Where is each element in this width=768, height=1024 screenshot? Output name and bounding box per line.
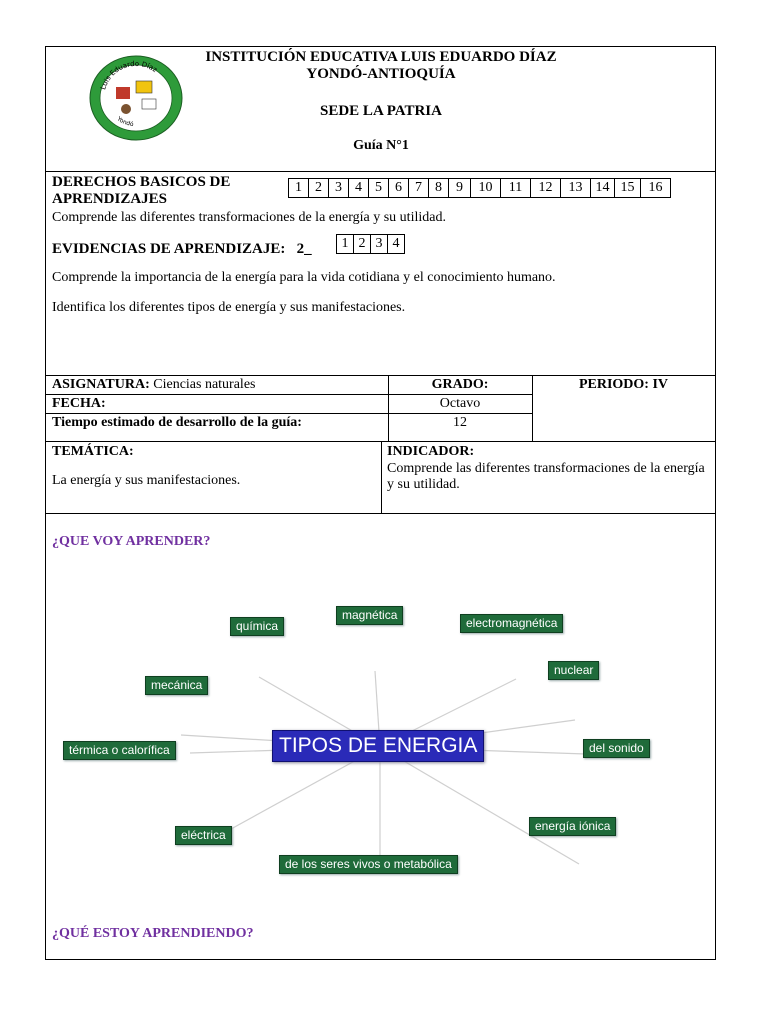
institution-location: YONDÓ-ANTIOQUÍA: [306, 66, 456, 82]
mindmap-node-ionica: energía iónica: [529, 817, 616, 836]
fecha-label: FECHA:: [52, 396, 106, 411]
evidencia-item-1: Comprende la importancia de la energía para la vida cotidiana y el conocimiento humano.: [52, 270, 556, 285]
dba-number-cell: 4: [349, 179, 369, 197]
mindmap-node-magnetica: magnética: [336, 606, 403, 625]
evidencia-item-2: Identifica los diferentes tipos de energía y sus manifestaciones.: [52, 300, 406, 315]
divider: [46, 375, 715, 376]
mindmap-center: TIPOS DE ENERGIA: [272, 730, 484, 762]
dba-number-cell: 7: [409, 179, 429, 197]
tiempo-label: Tiempo estimado de desarrollo de la guía:: [52, 415, 302, 430]
asignatura-row: [52, 377, 256, 393]
asignatura-value: Ciencias naturales: [153, 377, 256, 392]
tiempo-value: 12: [453, 415, 467, 430]
logo-text-top: Luis Eduardo Díaz: [99, 59, 159, 91]
sede-title: SEDE LA PATRIA: [320, 103, 442, 119]
evidencias-label: EVIDENCIAS DE APRENDIZAJE:: [52, 241, 286, 257]
tematica-value: La energía y sus manifestaciones.: [52, 473, 241, 488]
mindmap-node-mecanica: mecánica: [145, 676, 208, 695]
divider: [46, 171, 715, 172]
mindmap-node-electrica: eléctrica: [175, 826, 232, 845]
mindmap-node-nuclear: nuclear: [548, 661, 599, 680]
section-title-que-estoy-aprendiendo: ¿QUÉ ESTOY APRENDIENDO?: [52, 926, 254, 941]
evidencias-number-cell: 2: [354, 235, 371, 253]
evidencias-number-cell: 4: [388, 235, 405, 253]
evidencias-value: 2_: [296, 241, 312, 257]
divider: [46, 394, 532, 395]
mindmap-node-metabolica: de los seres vivos o metabólica: [279, 855, 458, 874]
grado-label: GRADO:: [431, 377, 489, 392]
logo-text-bottom: Yondó: [115, 115, 135, 129]
dba-text: Comprende las diferentes transformaciones de la energía y su utilidad.: [52, 210, 446, 225]
guide-page: [45, 46, 716, 960]
dba-number-cell: 1: [289, 179, 309, 197]
mindmap-node-electromagnetica: electromagnética: [460, 614, 563, 633]
dba-number-cell: 16: [641, 179, 671, 197]
dba-number-cell: 14: [591, 179, 615, 197]
dba-number-cell: 6: [389, 179, 409, 197]
divider: [46, 413, 532, 414]
dba-number-cell: 10: [471, 179, 501, 197]
dba-number-cell: 11: [501, 179, 531, 197]
evidencias-label-row: [52, 241, 312, 258]
asignatura-label: ASIGNATURA:: [52, 377, 150, 392]
indicador-value: Comprende las diferentes transformaciones de la energía y su utilidad.: [387, 461, 705, 492]
evidencias-number-cell: 1: [337, 235, 354, 253]
grado-value: Octavo: [439, 396, 481, 411]
mindmap-link: [380, 747, 579, 864]
dba-label: DERECHOS BASICOS DE APRENDIZAJES: [52, 174, 231, 207]
dba-number-cell: 8: [429, 179, 449, 197]
dba-number-cell: 5: [369, 179, 389, 197]
dba-number-cell: 2: [309, 179, 329, 197]
dba-number-cell: 9: [449, 179, 471, 197]
dba-number-cell: 13: [561, 179, 591, 197]
section-title-que-voy-aprender: ¿QUE VOY APRENDER?: [52, 534, 211, 549]
evidencias-number-cell: 3: [371, 235, 388, 253]
guide-number: Guía N°1: [353, 138, 409, 153]
tematica-label: TEMÁTICA:: [52, 444, 134, 459]
indicador-label: INDICADOR:: [387, 444, 475, 459]
dba-number-cell: 3: [329, 179, 349, 197]
dba-number-cell: 15: [615, 179, 641, 197]
divider: [46, 513, 715, 514]
institution-name: INSTITUCIÓN EDUCATIVA LUIS EDUARDO DÍAZ: [205, 49, 557, 65]
mindmap-node-termica: térmica o calorífica: [63, 741, 176, 760]
evidencias-number-row: [336, 234, 405, 254]
mindmap-node-sonido: del sonido: [583, 739, 650, 758]
dba-number-cell: 12: [531, 179, 561, 197]
periodo-label: PERIODO: IV: [578, 377, 669, 392]
divider: [381, 441, 382, 513]
mindmap-node-quimica: química: [230, 617, 284, 636]
dba-number-row: [288, 178, 671, 198]
